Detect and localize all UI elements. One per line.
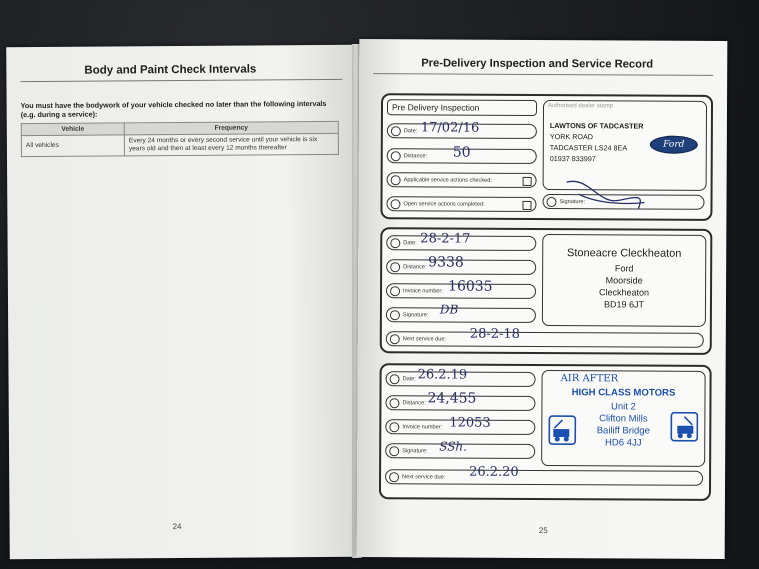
left-page [6,45,358,559]
service1-signature-field[interactable] [386,307,536,323]
ford-logo-icon [650,136,698,154]
service1-invoice-label: Invoice number: [403,288,443,295]
stamp-line: Ford [614,263,634,274]
service2-signature-value: SSh. [439,439,468,454]
service1-stamp-area [542,234,706,327]
title-rule-right [373,73,713,76]
pdi-open-actions-label: Open service actions completed: [403,201,485,208]
pdi-signature-scribble [558,174,648,214]
service2-distance-value: 24,455 [427,390,477,407]
pdi-header: Pre Delivery Inspection [387,99,537,116]
pdi-signature-label: Signature: [559,199,586,206]
bullet-icon [390,334,400,344]
service2-next-due-label: Next service due: [402,474,446,481]
stamp-handwritten-note: AIR AFTER [560,373,619,385]
ford-logo-text: Ford [663,139,685,150]
pdi-service-checked-field[interactable] [387,172,537,188]
stamp-line: Clifton Mills [599,413,648,425]
bullet-icon [389,446,399,456]
dealer-line: TADCASTER LS24 8EA [549,143,628,153]
bullet-icon [389,422,399,432]
pdi-open-actions-field[interactable] [386,196,536,212]
table-header-vehicle: Vehicle [21,123,124,136]
dealer-line: YORK ROAD [549,132,594,142]
tow-truck-icon [548,415,576,445]
bullet-icon [390,374,400,384]
pdi-service-checked-label: Applicable service actions checked: [403,177,492,184]
frequency-table [21,121,339,157]
title-rule [20,79,342,82]
pdi-distance-value: 50 [452,144,471,161]
pdi-box [380,93,713,221]
stamp-line: Unit 2 [610,401,636,413]
stamp-line: Cleckheaton [598,287,650,298]
dealer-line: 01937 833997 [549,154,596,164]
bullet-icon [391,151,401,161]
bullet-icon [389,398,399,408]
stamp-line: HIGH CLASS MOTORS [571,387,676,399]
service1-distance-label: Distance: [403,264,427,271]
service1-date-label: Date: [403,240,417,247]
service2-invoice-value: 12053 [449,415,491,431]
bullet-icon [546,197,556,207]
checkbox[interactable] [523,177,532,186]
stamp-line: BD19 6JT [603,299,645,310]
bullet-icon [390,286,400,296]
service1-signature-value: DB [439,302,459,317]
service1-next-due-value: 28-2-18 [469,326,520,342]
pdi-distance-label: Distance: [403,153,428,160]
pdi-date-label: Date: [403,128,418,135]
service1-date-value: 28-2-17 [420,231,471,247]
left-page-number: 24 [172,522,182,532]
tow-truck-icon [670,412,698,442]
stamp-line: Moorside [605,275,643,286]
service2-date-label: Date: [402,376,416,383]
right-page [357,39,728,559]
service1-invoice-value: 16035 [448,278,493,295]
table-cell-frequency: Every 24 months or every second service until your vehicle is six years old and then at least every 12 months thereafter [124,133,338,155]
service2-invoice-label: Invoice number: [402,424,443,431]
intro-text: You must have the bodywork of your vehicle checked no later than the following intervals (e.g. during a service): [20,98,327,120]
bullet-icon [389,472,399,482]
stamp-line: Stoneacre Cleckheaton [567,247,682,260]
service2-date-value: 26.2.19 [417,367,468,383]
table-row [21,133,338,156]
left-page-title: Body and Paint Check Intervals [84,63,257,77]
table-cell-vehicle: All vehicles [21,135,124,157]
stamp-line: HD6 4JJ [605,437,642,449]
right-page-number: 25 [538,525,548,536]
stamp-label: Authorised dealer stamp [547,103,614,110]
bullet-icon [390,199,400,209]
service2-signature-label: Signature: [402,448,428,455]
bullet-icon [390,238,400,248]
service1-next-due-label: Next service due: [402,336,447,343]
bullet-icon [390,310,400,320]
service2-stamp-area [541,370,706,467]
bullet-icon [391,126,401,136]
service1-next-due-field[interactable] [386,331,704,348]
service2-next-due-field[interactable] [385,469,703,486]
checkbox[interactable] [522,201,531,210]
service-record-2 [379,363,712,501]
dealer-line: LAWTONS OF TADCASTER [549,121,644,131]
bullet-icon [390,262,400,272]
right-page-title: Pre-Delivery Inspection and Service Record [421,57,654,71]
service2-next-due-value: 26.2.20 [469,464,519,480]
stamp-line: Bailiff Bridge [596,425,650,437]
service-record-1 [380,227,713,355]
service2-distance-label: Distance: [402,400,426,407]
service1-distance-value: 9338 [428,254,464,271]
service1-signature-label: Signature: [402,312,429,319]
pdi-date-value: 17/02/16 [420,120,480,136]
bullet-icon [391,175,401,185]
table-header-frequency: Frequency [124,121,338,134]
